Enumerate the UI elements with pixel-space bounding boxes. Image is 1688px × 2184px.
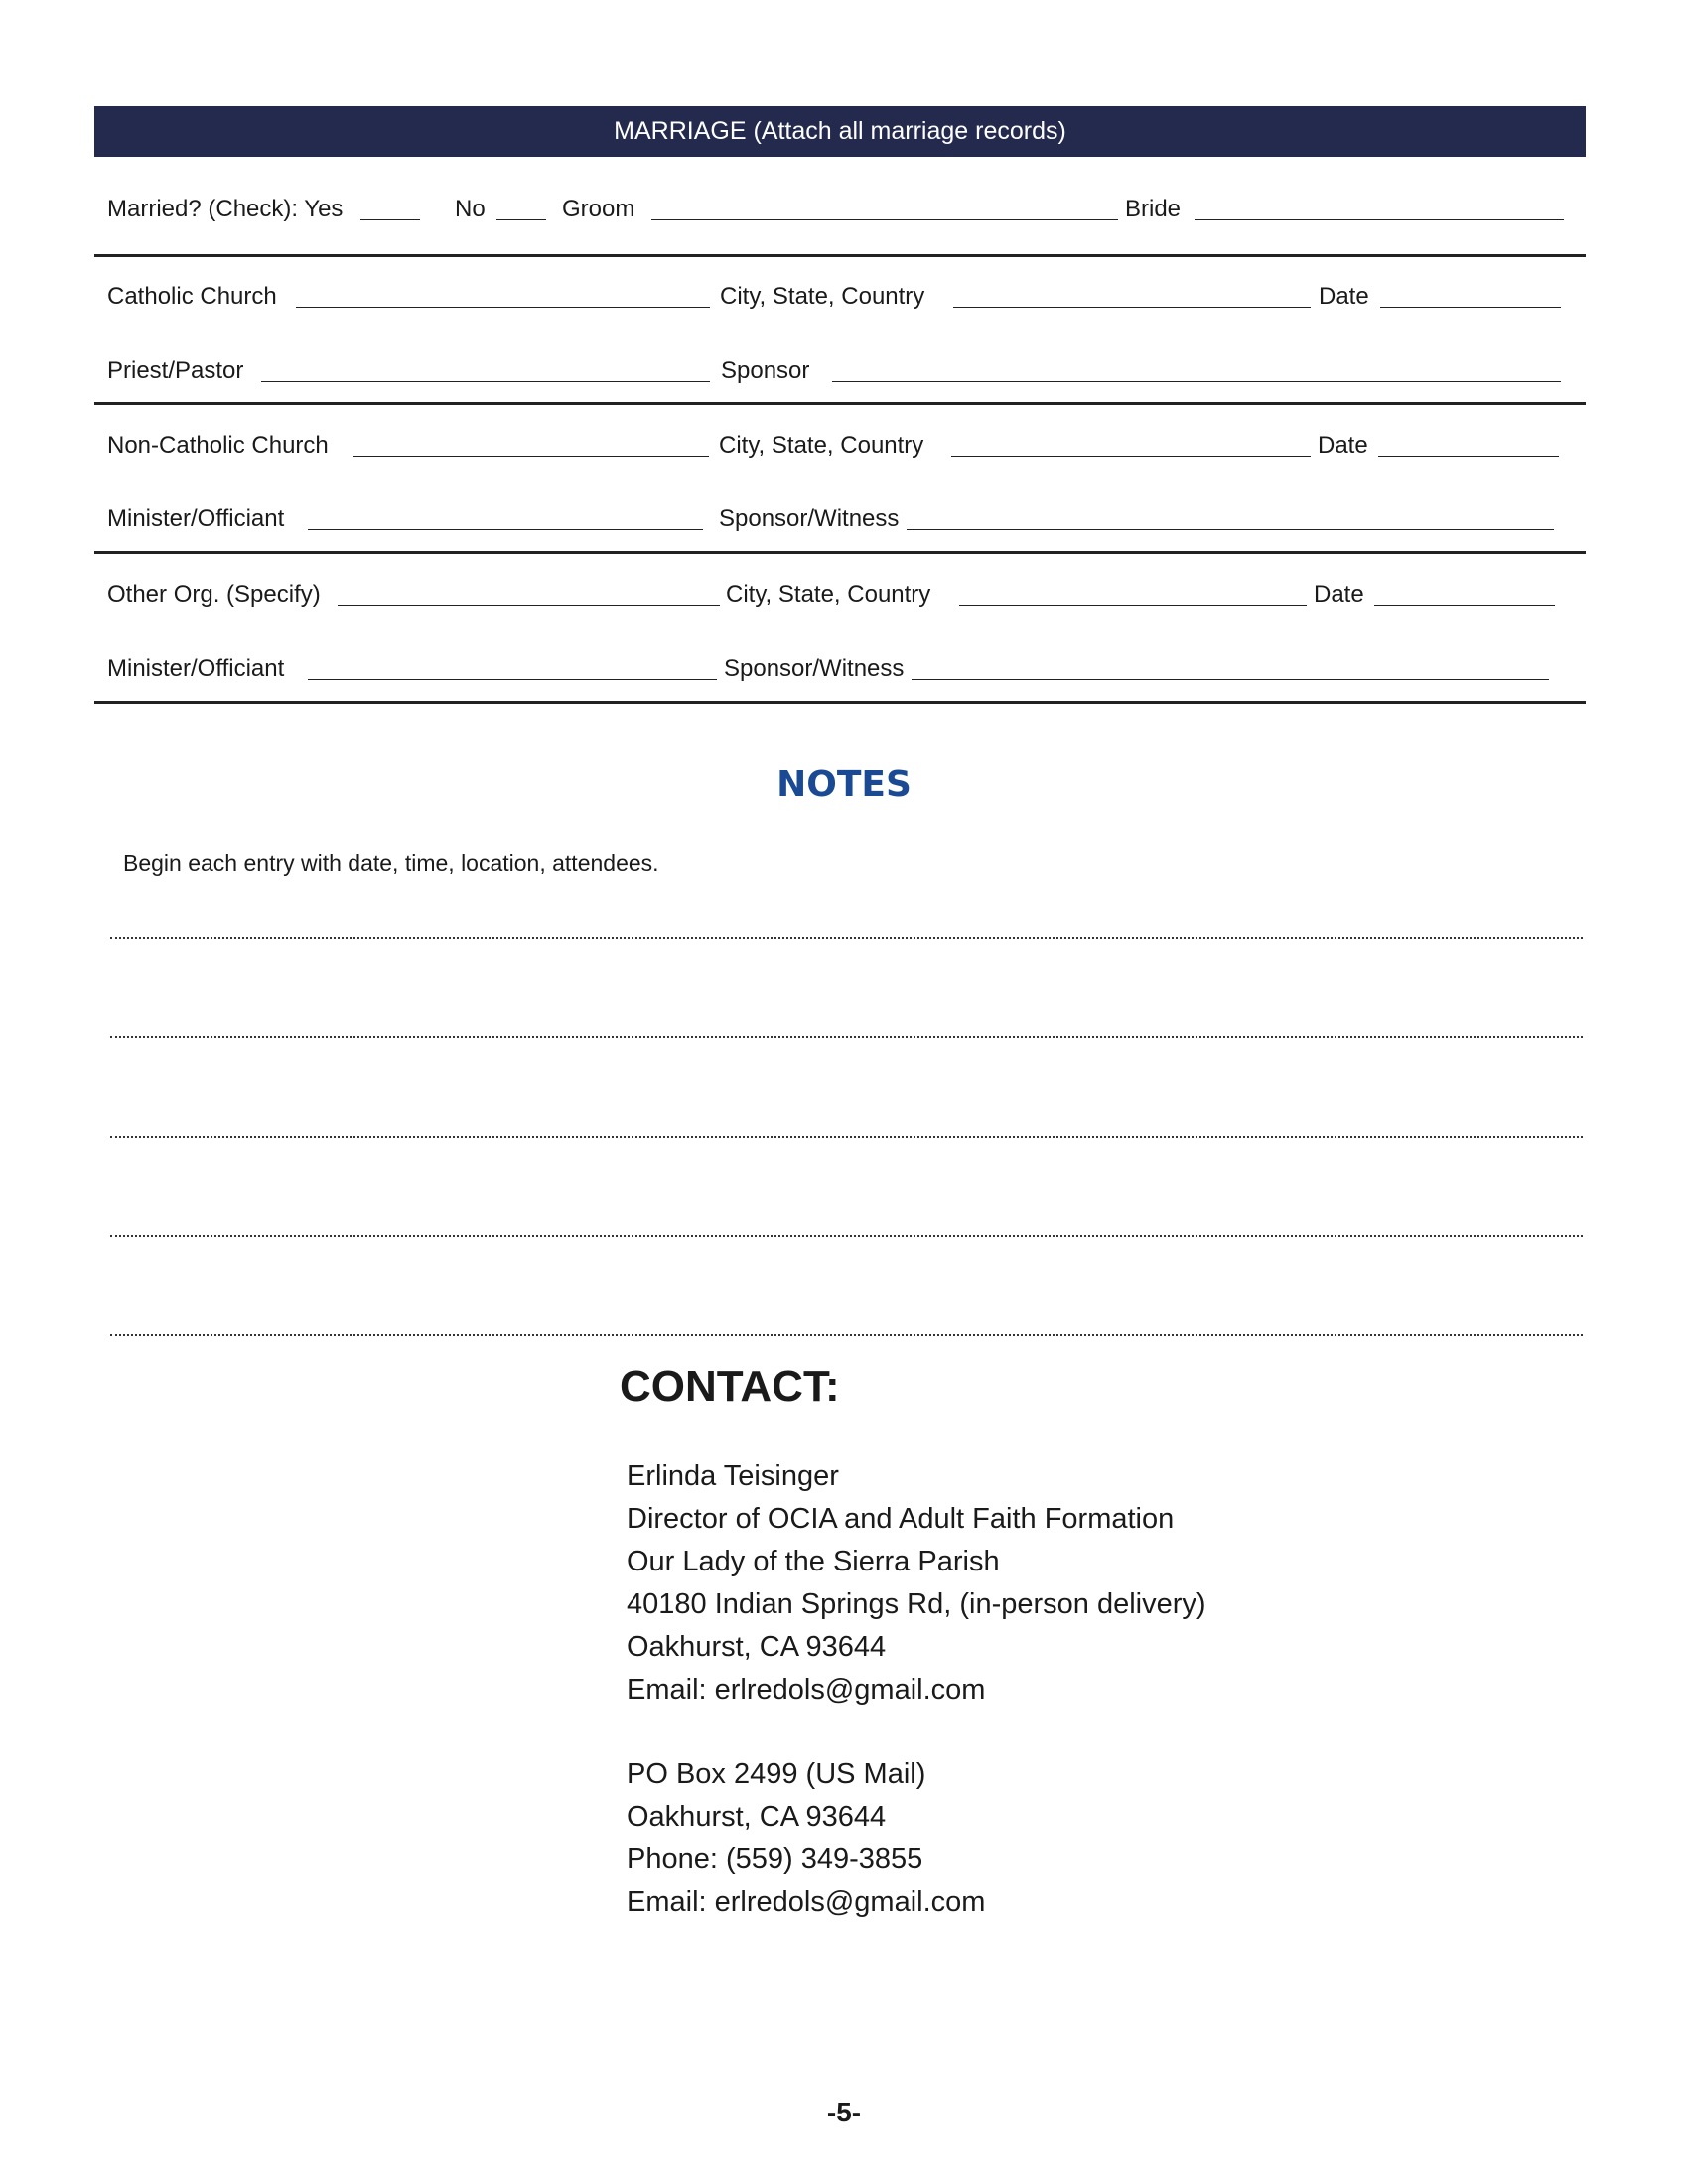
married-row bbox=[107, 192, 1577, 227]
other-org-date-field[interactable] bbox=[1374, 605, 1555, 606]
contact-city: Oakhurst, CA 93644 bbox=[627, 1801, 887, 1833]
other-org-field[interactable] bbox=[338, 605, 720, 606]
other-org-label: Other Org. (Specify) bbox=[107, 581, 321, 608]
section-divider bbox=[94, 402, 1586, 405]
non-catholic-city-field[interactable] bbox=[951, 456, 1311, 457]
notes-line[interactable] bbox=[110, 1136, 1583, 1138]
bride-field[interactable] bbox=[1195, 219, 1564, 220]
married-yes-label: Married? (Check): Yes bbox=[107, 196, 344, 222]
groom-label: Groom bbox=[562, 196, 635, 222]
notes-line[interactable] bbox=[110, 1235, 1583, 1237]
contact-po-box: PO Box 2499 (US Mail) bbox=[627, 1758, 926, 1790]
sponsor-field[interactable] bbox=[832, 381, 1561, 382]
contact-parish: Our Lady of the Sierra Parish bbox=[627, 1546, 1000, 1577]
contact-name: Erlinda Teisinger bbox=[627, 1460, 839, 1492]
notes-instruction: Begin each entry with date, time, location, attendees. bbox=[123, 850, 659, 876]
notes-line[interactable] bbox=[110, 937, 1583, 939]
contact-city: Oakhurst, CA 93644 bbox=[627, 1631, 887, 1663]
contact-role: Director of OCIA and Adult Faith Formation bbox=[627, 1503, 1175, 1535]
sponsor-witness-field[interactable] bbox=[907, 529, 1554, 530]
contact-title: CONTACT: bbox=[620, 1362, 840, 1411]
other-org-city-label: City, State, Country bbox=[726, 581, 931, 608]
page-number: -5- bbox=[826, 2097, 862, 2127]
sponsor-witness-label: Sponsor/Witness bbox=[719, 505, 900, 532]
married-no-label: No bbox=[455, 196, 486, 222]
other-org-row bbox=[107, 577, 1577, 613]
catholic-city-field[interactable] bbox=[953, 307, 1311, 308]
married-yes-blank[interactable] bbox=[360, 219, 420, 220]
contact-email[interactable]: Email: erlredols@gmail.com bbox=[627, 1674, 986, 1706]
notes-title: NOTES bbox=[776, 764, 912, 805]
catholic-date-field[interactable] bbox=[1380, 307, 1561, 308]
catholic-city-label: City, State, Country bbox=[720, 283, 925, 310]
other-org-date-label: Date bbox=[1314, 581, 1364, 608]
minister-officiant-label: Minister/Officiant bbox=[107, 505, 285, 532]
contact-street: 40180 Indian Springs Rd, (in-person delivery) bbox=[627, 1588, 1206, 1620]
notes-line[interactable] bbox=[110, 1036, 1583, 1038]
other-org-city-field[interactable] bbox=[959, 605, 1307, 606]
non-catholic-date-label: Date bbox=[1318, 432, 1368, 459]
catholic-date-label: Date bbox=[1319, 283, 1369, 310]
minister-officiant-field[interactable] bbox=[308, 529, 703, 530]
minister-officiant-field[interactable] bbox=[308, 679, 717, 680]
minister-officiant-label: Minister/Officiant bbox=[107, 655, 285, 682]
contact-email[interactable]: Email: erlredols@gmail.com bbox=[627, 1886, 986, 1918]
marriage-section-header: MARRIAGE (Attach all marriage records) bbox=[94, 106, 1586, 157]
priest-pastor-field[interactable] bbox=[261, 381, 710, 382]
priest-pastor-label: Priest/Pastor bbox=[107, 357, 244, 384]
non-catholic-minister-row bbox=[107, 501, 1577, 537]
non-catholic-date-field[interactable] bbox=[1378, 456, 1559, 457]
non-catholic-church-label: Non-Catholic Church bbox=[107, 432, 329, 459]
section-divider bbox=[94, 551, 1586, 554]
non-catholic-church-field[interactable] bbox=[353, 456, 709, 457]
sponsor-label: Sponsor bbox=[721, 357, 810, 384]
section-divider bbox=[94, 254, 1586, 257]
non-catholic-city-label: City, State, Country bbox=[719, 432, 924, 459]
catholic-church-field[interactable] bbox=[296, 307, 710, 308]
section-divider bbox=[94, 701, 1586, 704]
notes-line[interactable] bbox=[110, 1334, 1583, 1336]
other-org-minister-row bbox=[107, 651, 1577, 687]
catholic-church-label: Catholic Church bbox=[107, 283, 277, 310]
contact-phone[interactable]: Phone: (559) 349-3855 bbox=[627, 1843, 923, 1875]
married-no-blank[interactable] bbox=[496, 219, 546, 220]
sponsor-witness-label: Sponsor/Witness bbox=[724, 655, 905, 682]
groom-field[interactable] bbox=[651, 219, 1118, 220]
priest-row bbox=[107, 353, 1577, 389]
catholic-church-row bbox=[107, 279, 1577, 315]
bride-label: Bride bbox=[1125, 196, 1182, 222]
sponsor-witness-field[interactable] bbox=[912, 679, 1549, 680]
non-catholic-church-row bbox=[107, 428, 1577, 464]
